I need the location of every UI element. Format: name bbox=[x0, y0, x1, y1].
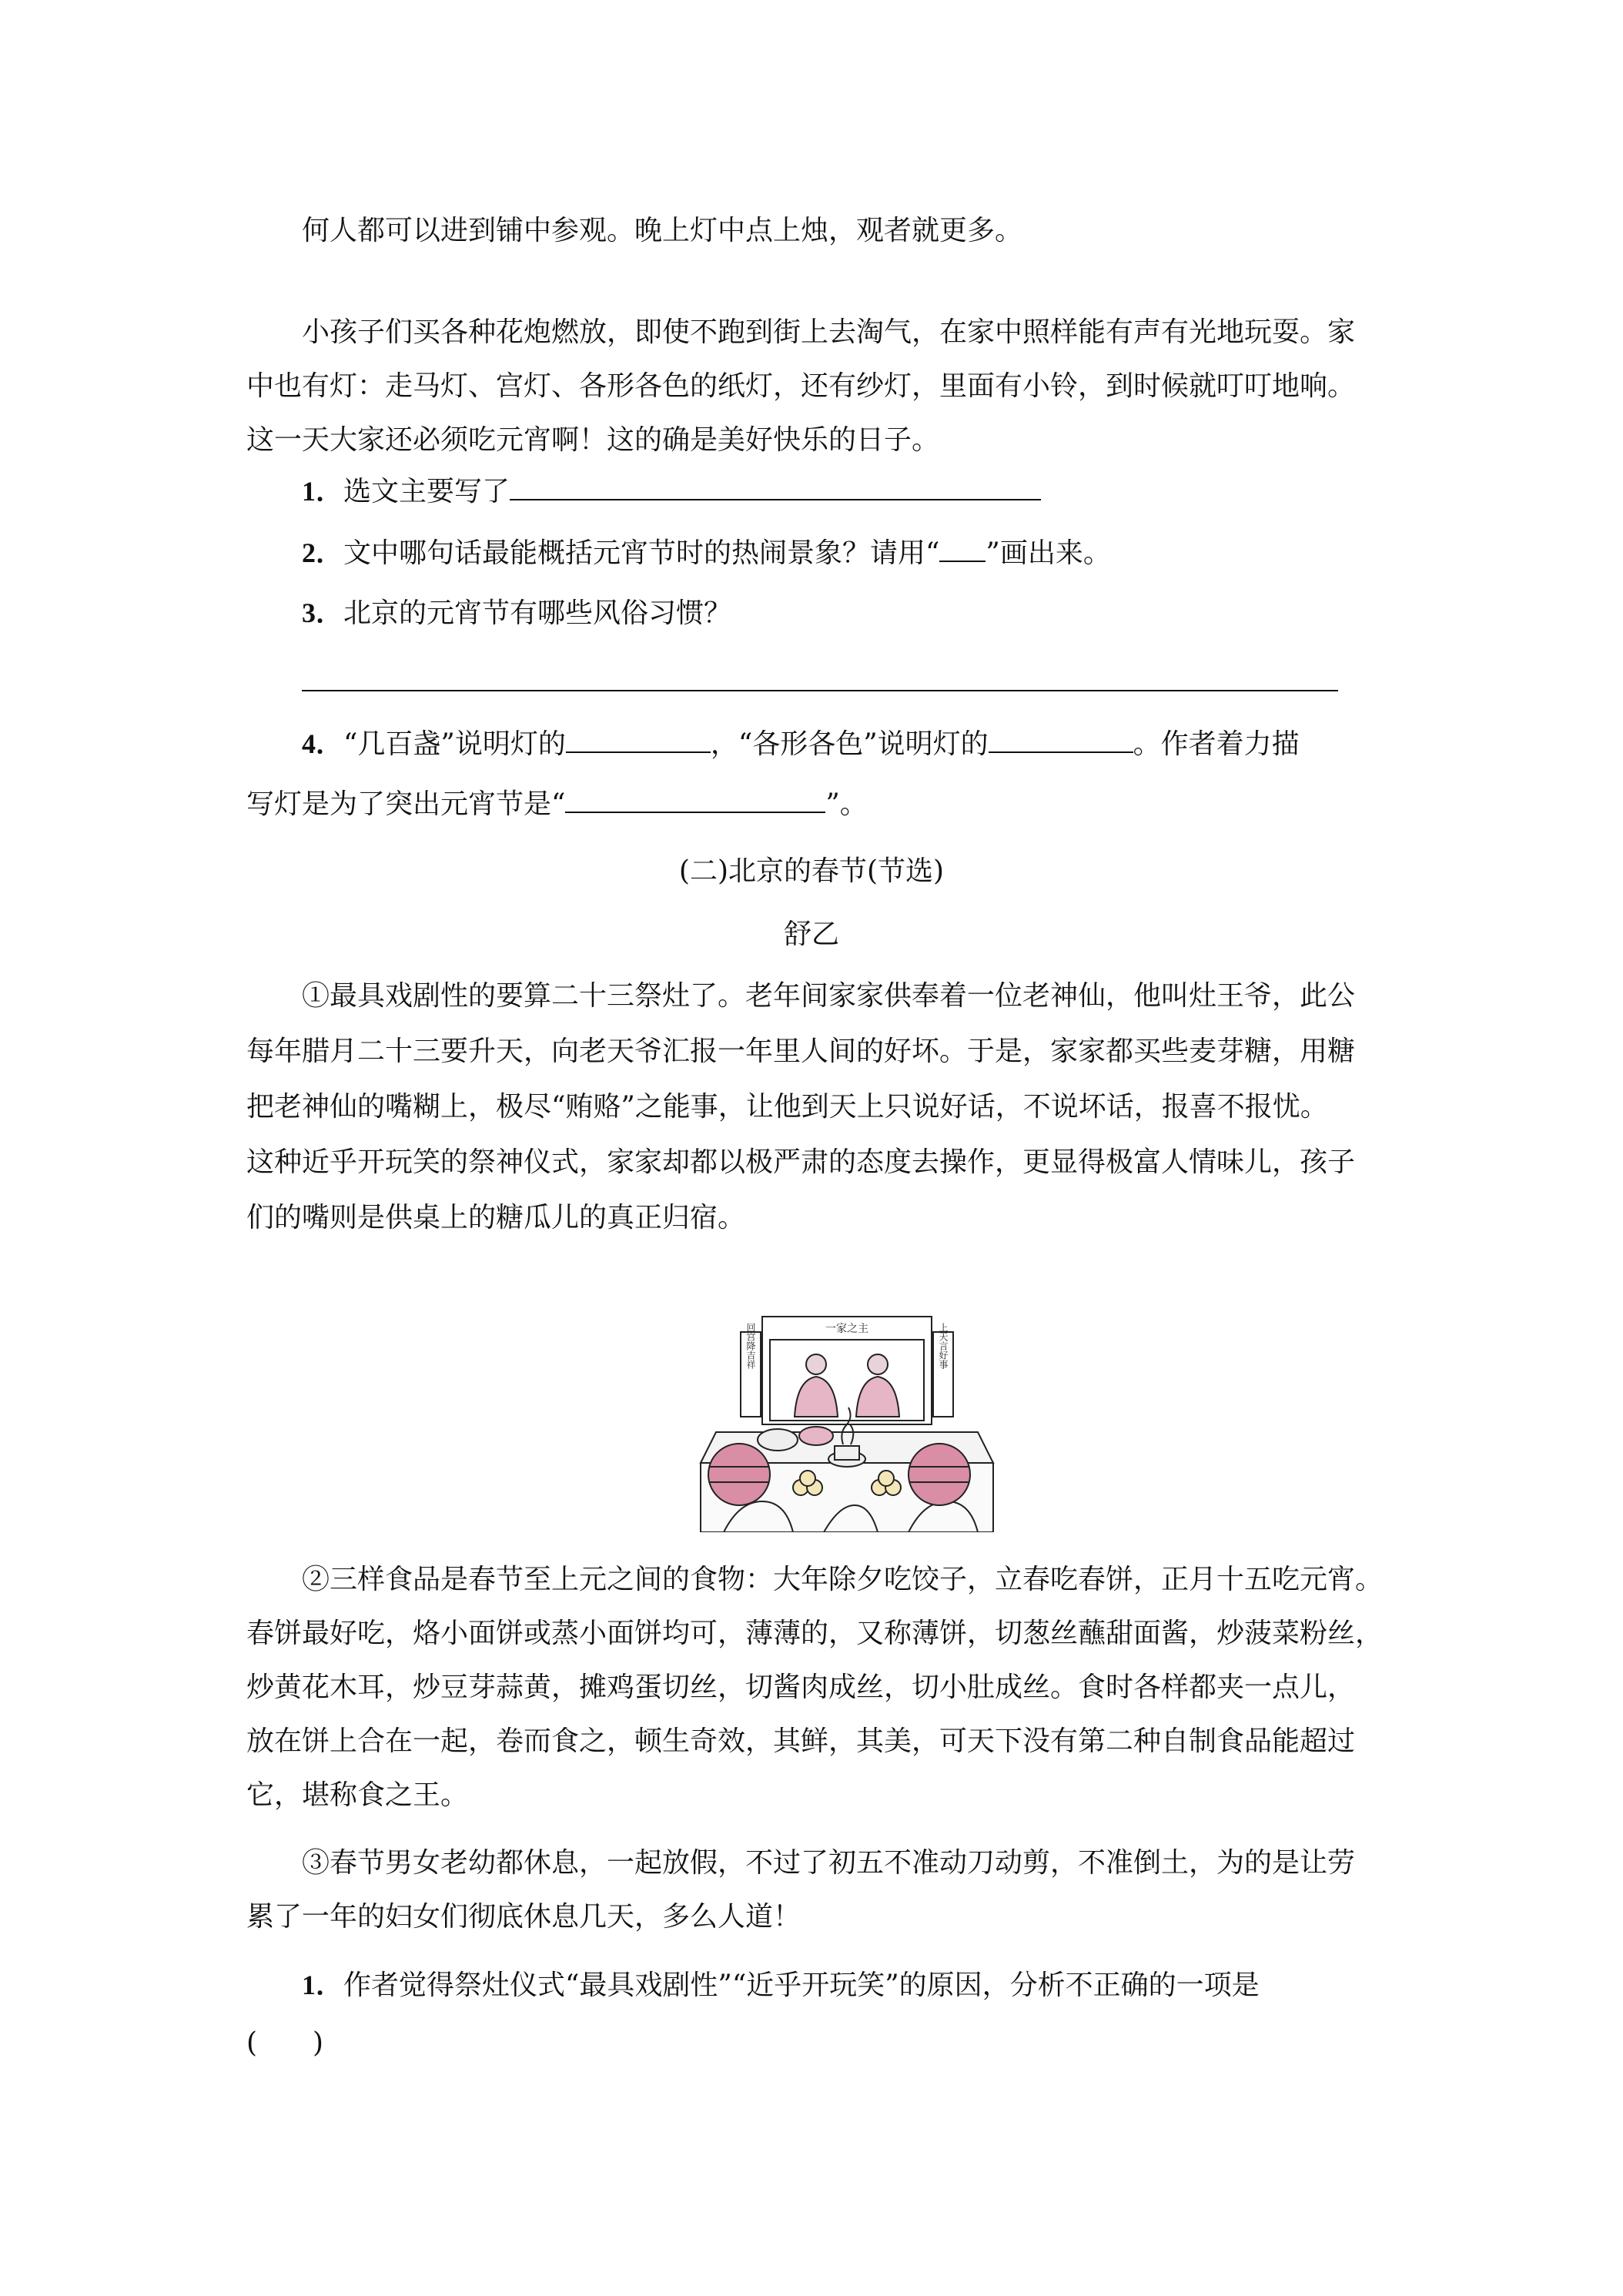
question-text: 写灯是为了突出元宵节是“ bbox=[246, 788, 566, 820]
question-3 bbox=[302, 594, 1441, 632]
question-text: “几百盏”说明灯的 bbox=[343, 728, 566, 760]
question-text: ，“各形各色”说明灯的 bbox=[710, 728, 989, 760]
question-number: 1． bbox=[302, 1970, 344, 2000]
question-number: 2． bbox=[302, 537, 344, 568]
question-text: 作者觉得祭灶仪式“最具戏剧性”“近乎开玩笑”的原因，分析不正确的一项是 bbox=[343, 1970, 1260, 2001]
question-text: 选文主要写了 bbox=[343, 476, 510, 507]
question-2 bbox=[302, 533, 1441, 572]
paragraph-text: 它，堪称食之王。 bbox=[246, 1779, 469, 1811]
paragraph-text: 们的嘴则是供桌上的糖瓜儿的真正归宿。 bbox=[246, 1202, 746, 1233]
paragraph-text: 春饼最好吃，烙小面饼或蒸小面饼均可，薄薄的，又称薄饼，切葱丝蘸甜面酱，炒菠菜粉丝， bbox=[246, 1618, 1384, 1649]
question-text: 文中哪句话最能概括元宵节时的热闹景象？请用“ bbox=[343, 537, 940, 569]
answer-blank[interactable] bbox=[989, 724, 1133, 753]
question-text: ”画出来。 bbox=[986, 537, 1111, 569]
paragraph-text: 每年腊月二十三要升天，向老天爷汇报一年里人间的好坏。于是，家家都买些麦芽糖，用糖 bbox=[246, 1036, 1356, 1067]
question-4 bbox=[302, 724, 1441, 763]
author-name: 舒乙 bbox=[783, 919, 839, 950]
paragraph-text: 这种近乎开玩笑的祭神仪式，家家却都以极严肃的态度去操作，更显得极富人情味儿，孩子 bbox=[246, 1146, 1356, 1178]
question-4-cont bbox=[246, 784, 1386, 823]
figure-couplet-right: 上天言好事 bbox=[938, 1323, 949, 1369]
figure-couplet-left: 回宫降吉祥 bbox=[745, 1323, 756, 1369]
paragraph-text: 小孩子们买各种花炮燃放，即使不跑到街上去淘气，在家中照样能有声有光地玩耍。家 bbox=[302, 316, 1356, 348]
question-text: ”。 bbox=[825, 788, 868, 820]
answer-blank[interactable] bbox=[510, 471, 1041, 500]
question-text: 。作者着力描 bbox=[1133, 728, 1300, 760]
paragraph-text: ①最具戏剧性的要算二十三祭灶了。老年间家家供奉着一位老神仙，他叫灶王爷，此公 bbox=[302, 980, 1356, 1012]
paragraph-text: 把老神仙的嘴糊上，极尽“贿赂”之能事，让他到天上只说好话，不说坏话，报喜不报忧。 bbox=[246, 1091, 1328, 1123]
paragraph-text: ②三样食品是春节至上元之间的食物：大年除夕吃饺子，立春吃春饼，正月十五吃元宵。 bbox=[302, 1564, 1384, 1595]
question-number: 1． bbox=[302, 476, 344, 507]
paragraph-text: 何人都可以进到铺中参观。晚上灯中点上烛，观者就更多。 bbox=[302, 215, 1023, 246]
paragraph-text: 累了一年的妇女们彻底休息几天，多么人道！ bbox=[246, 1901, 801, 1933]
kitchen-god-altar-illustration bbox=[693, 1309, 1001, 1532]
question-text: 北京的元宵节有哪些风俗习惯？ bbox=[343, 597, 732, 629]
answer-line[interactable] bbox=[302, 690, 1338, 691]
answer-parentheses[interactable]: ( ) bbox=[246, 2027, 324, 2059]
figure-banner-text: 一家之主 bbox=[825, 1323, 868, 1335]
question-1 bbox=[302, 1966, 1441, 2004]
underline-mark bbox=[939, 533, 986, 562]
answer-blank[interactable] bbox=[565, 784, 825, 813]
paragraph-text: 中也有灯：走马灯、宫灯、各形各色的纸灯，还有纱灯，里面有小铃，到时候就叮叮地响。 bbox=[246, 370, 1356, 402]
answer-blank[interactable] bbox=[566, 724, 711, 753]
question-number: 4． bbox=[302, 728, 344, 759]
paragraph-text: 放在饼上合在一起，卷而食之，顿生奇效，其鲜，其美，可天下没有第二种自制食品能超过 bbox=[246, 1725, 1356, 1757]
section-title: (二)北京的春节(节选) bbox=[678, 855, 945, 887]
question-number: 3． bbox=[302, 597, 344, 628]
paragraph-text: ③春节男女老幼都休息，一起放假，不过了初五不准动刀动剪，不准倒土，为的是让劳 bbox=[302, 1847, 1356, 1879]
paragraph-text: 这一天大家还必须吃元宵啊！这的确是美好快乐的日子。 bbox=[246, 424, 940, 456]
question-1 bbox=[302, 471, 1441, 510]
paragraph-text: 炒黄花木耳，炒豆芽蒜黄，摊鸡蛋切丝，切酱肉成丝，切小肚成丝。食时各样都夹一点儿， bbox=[246, 1672, 1356, 1703]
